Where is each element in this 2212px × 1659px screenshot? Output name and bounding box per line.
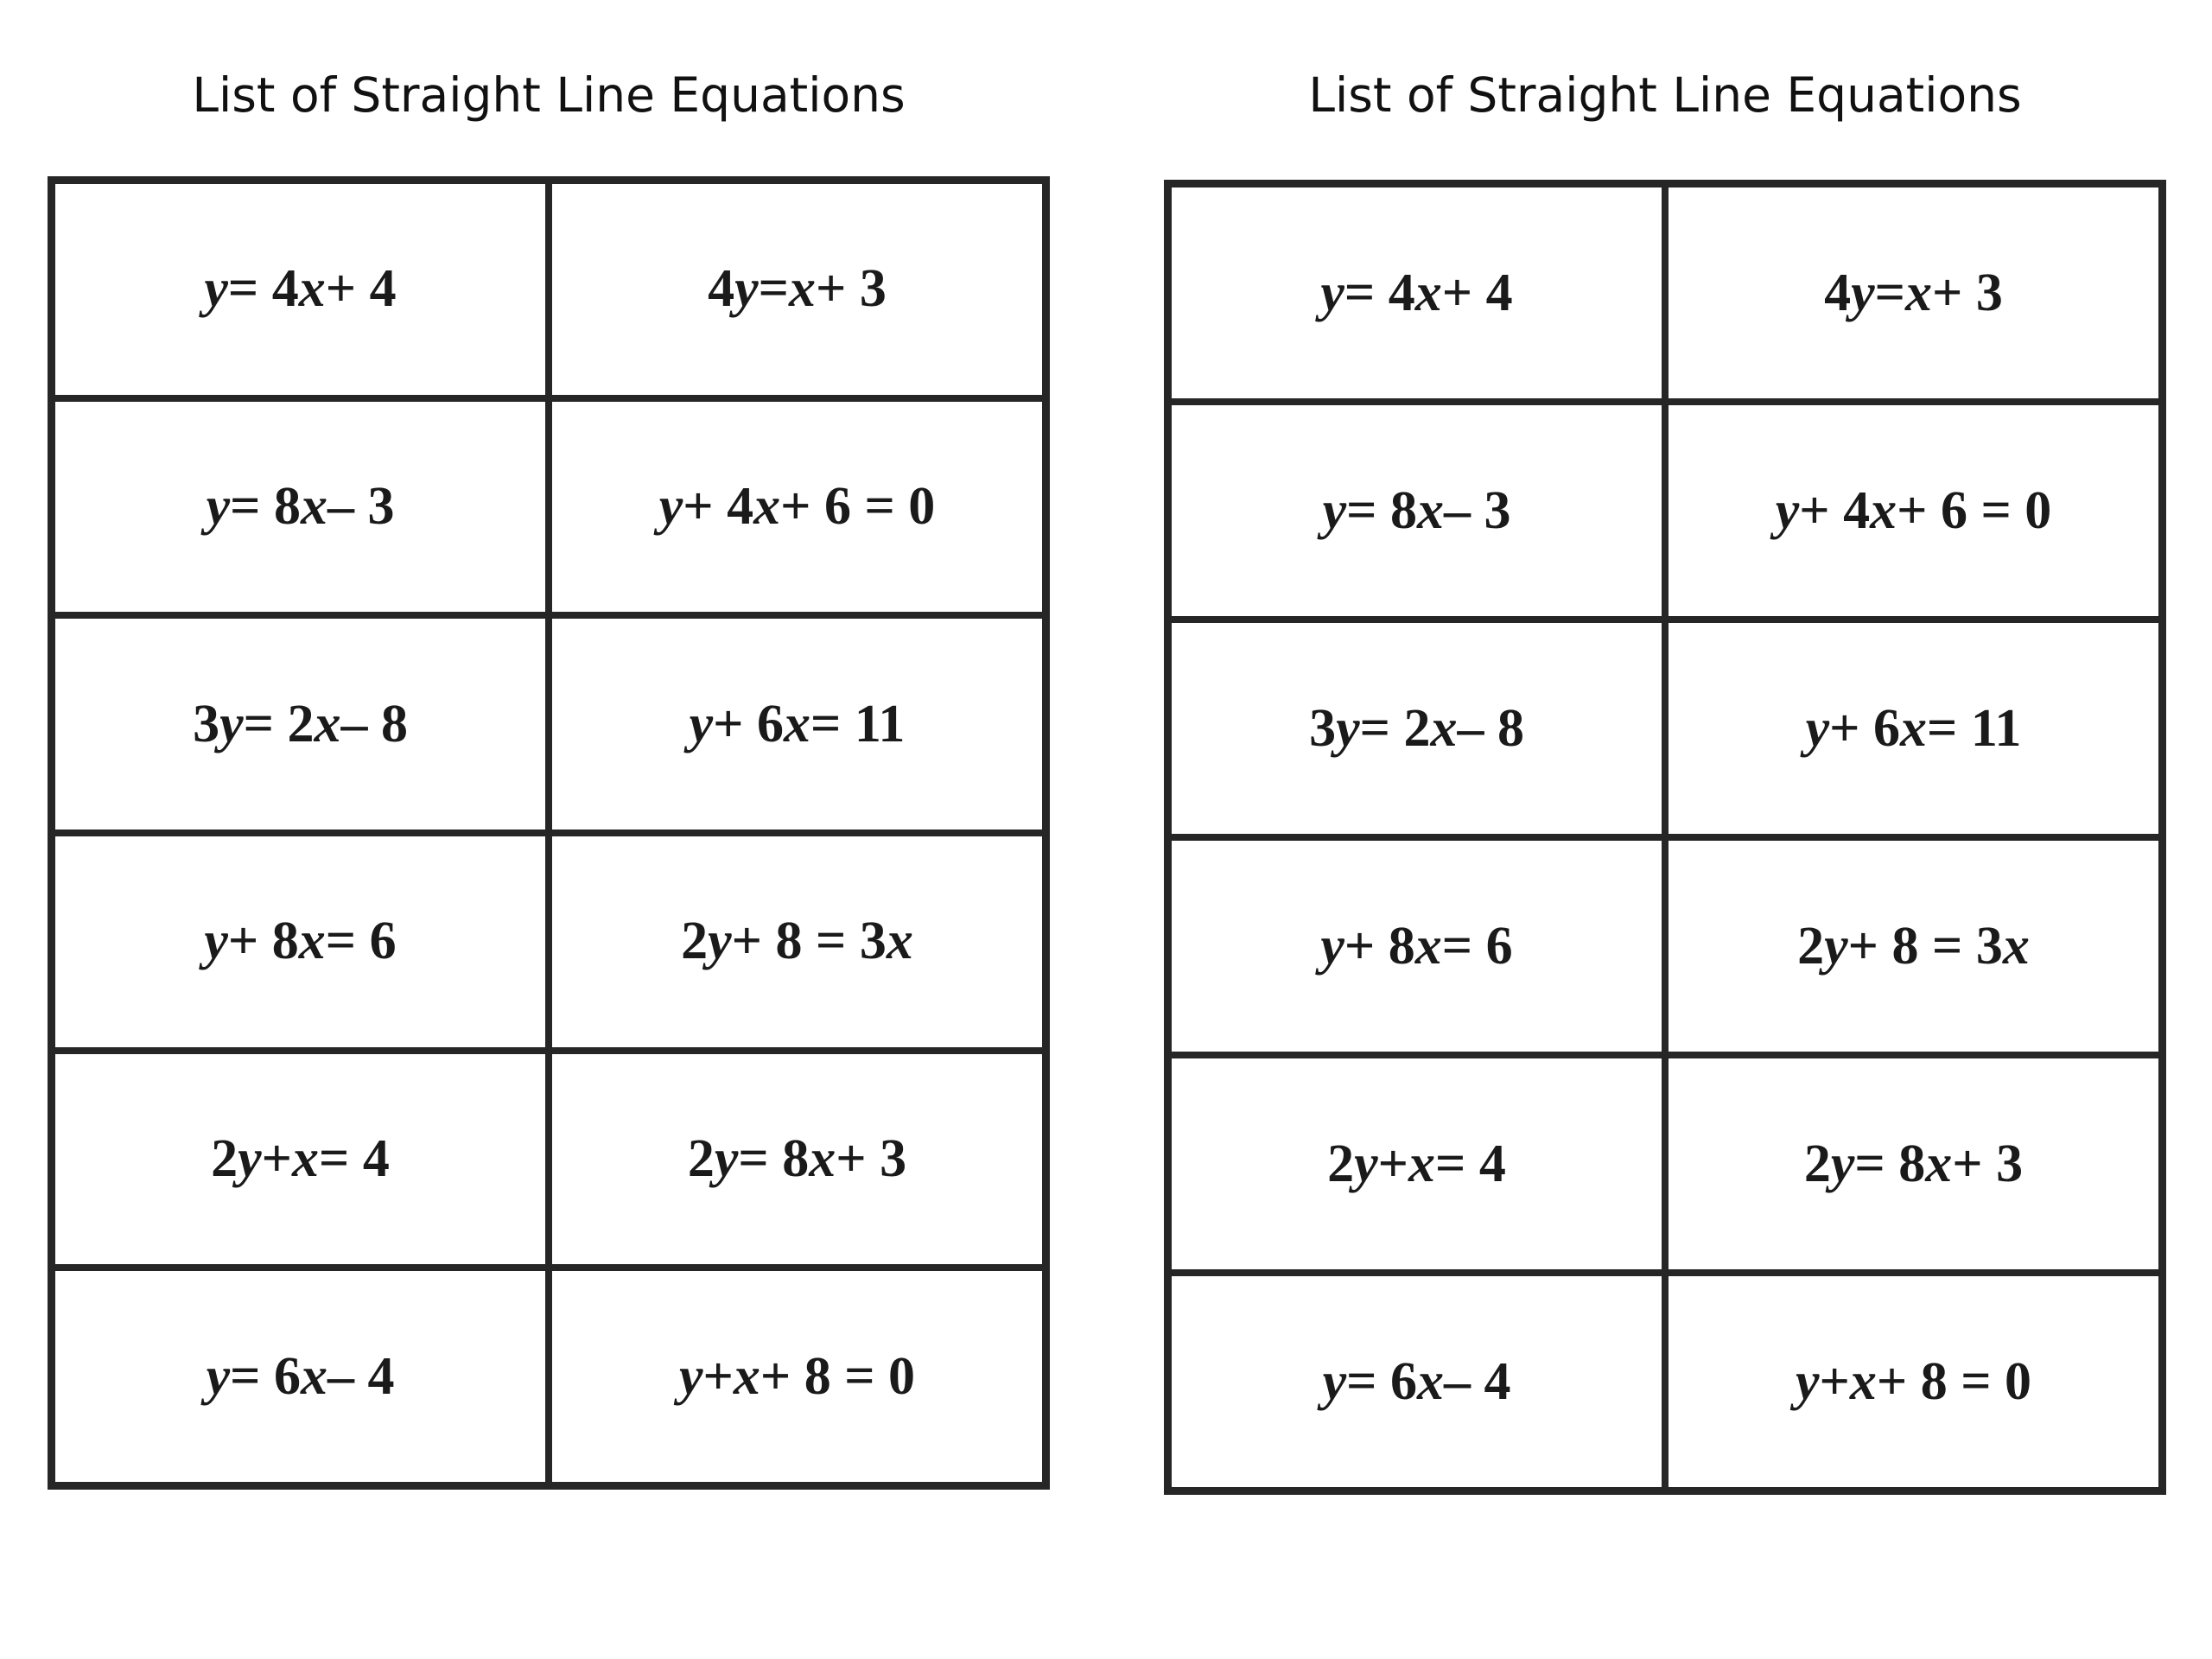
sheet-title: List of Straight Line Equations — [1308, 67, 2022, 123]
equation-cell: y + x + 8 = 0 — [1669, 1276, 2158, 1487]
equation-cell: 2 y + x = 4 — [55, 1054, 545, 1265]
sheet-title: List of Straight Line Equations — [192, 67, 906, 123]
equation-cell: y + 8 x = 6 — [55, 836, 545, 1047]
equation-cell: y + 4 x + 6 = 0 — [1669, 405, 2158, 616]
equation-cell: 2 y + x = 4 — [1172, 1058, 1662, 1269]
equation-cell: 2 y + 8 = 3 x — [552, 836, 1042, 1047]
equation-cell: y + 8 x = 6 — [1172, 841, 1662, 1052]
equation-cell: y = 4 x + 4 — [55, 184, 545, 395]
equation-cell: 4 y = x + 3 — [1669, 188, 2158, 398]
equation-cell: 3 y = 2 x – 8 — [55, 619, 545, 830]
equation-table — [1164, 180, 2166, 1495]
equation-cell: 2 y = 8 x + 3 — [552, 1054, 1042, 1265]
equation-table — [48, 176, 1050, 1490]
equation-cell: 2 y = 8 x + 3 — [1669, 1058, 2158, 1269]
equation-cell: y = 8 x – 3 — [1172, 405, 1662, 616]
equation-cell: y + 4 x + 6 = 0 — [552, 402, 1042, 613]
equation-cell: 4 y = x + 3 — [552, 184, 1042, 395]
equation-cell: y + x + 8 = 0 — [552, 1271, 1042, 1482]
equation-cell: y = 6 x – 4 — [1172, 1276, 1662, 1487]
equation-cell: 3 y = 2 x – 8 — [1172, 623, 1662, 834]
equation-cell: y = 4 x + 4 — [1172, 188, 1662, 398]
equation-cell: y = 8 x – 3 — [55, 402, 545, 613]
equation-cell: y = 6 x – 4 — [55, 1271, 545, 1482]
equation-cell: y + 6 x = 11 — [1669, 623, 2158, 834]
equation-cell: y + 6 x = 11 — [552, 619, 1042, 830]
equation-cell: 2 y + 8 = 3 x — [1669, 841, 2158, 1052]
